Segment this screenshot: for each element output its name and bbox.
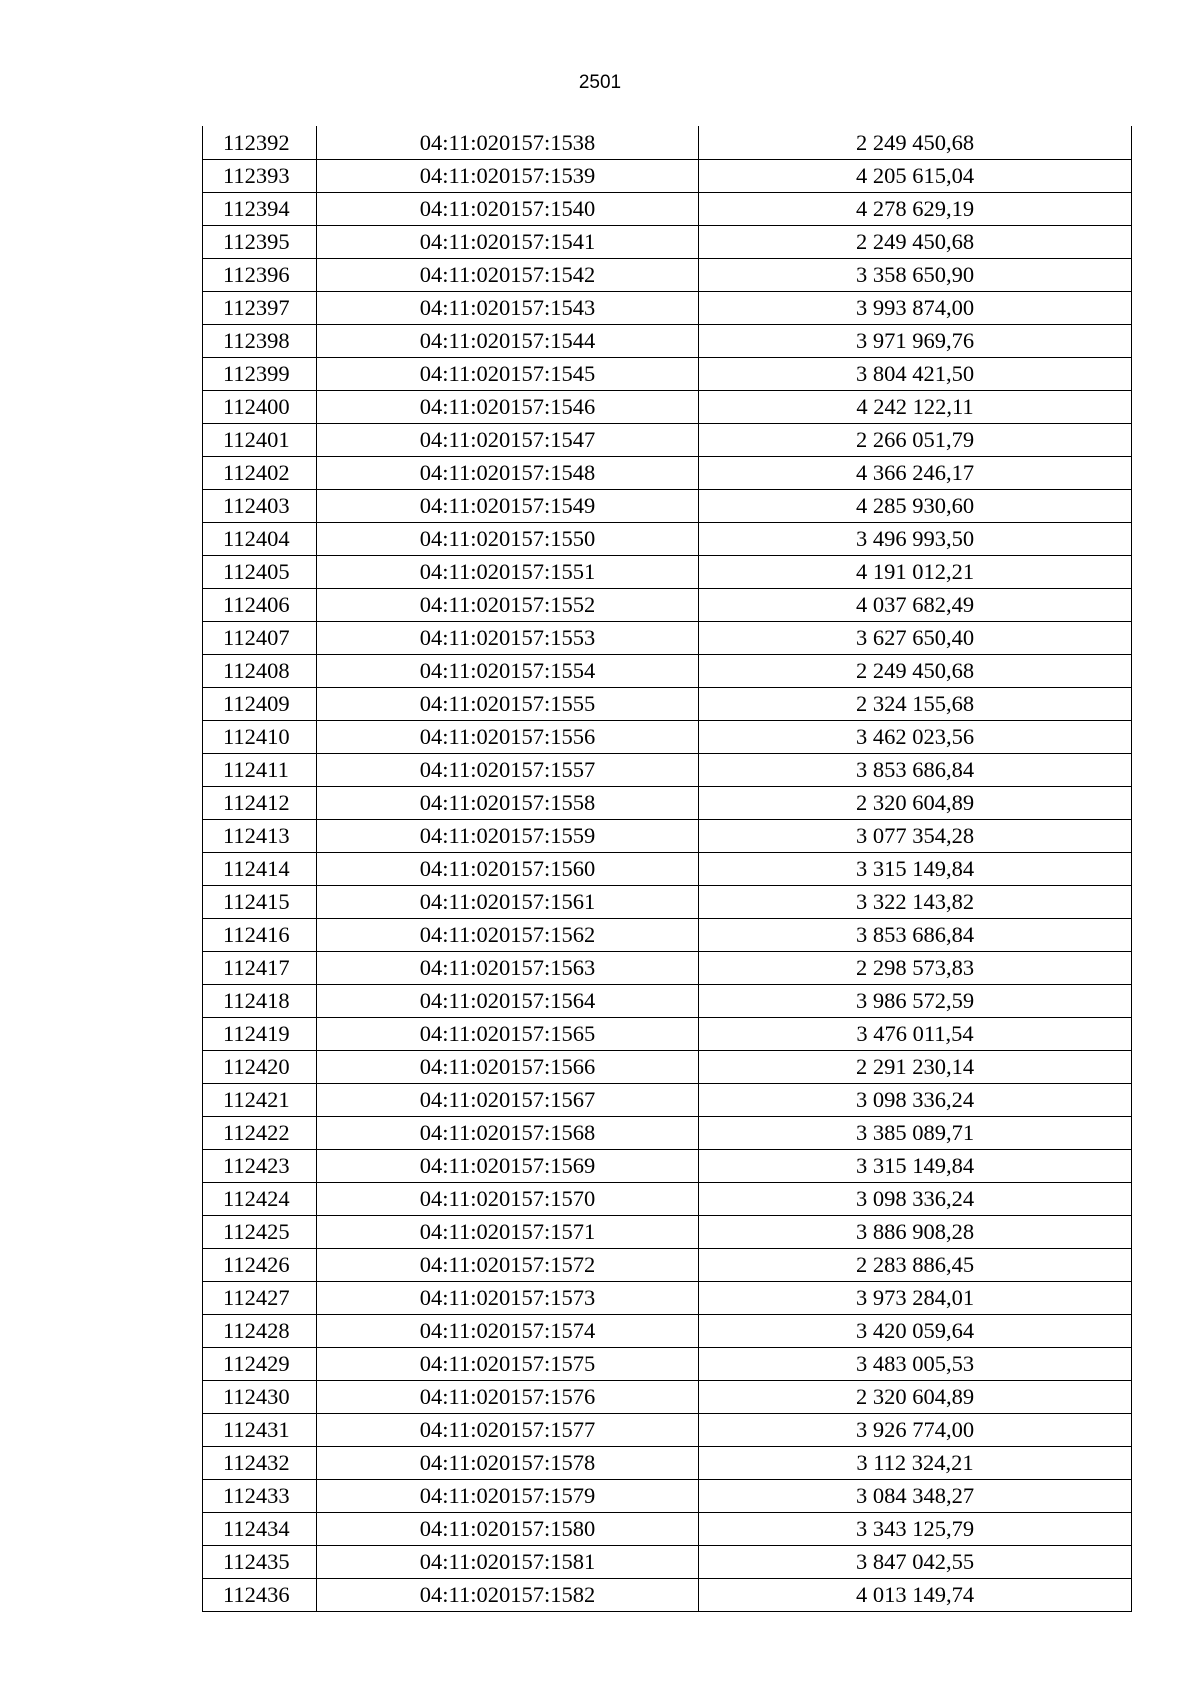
table-row bbox=[203, 886, 1132, 919]
row-number-cell: 112411 bbox=[203, 754, 317, 787]
table-row bbox=[203, 1381, 1132, 1414]
row-number-cell: 112423 bbox=[203, 1150, 317, 1183]
cadastral-number-cell: 04:11:020157:1571 bbox=[317, 1216, 699, 1249]
cadastral-number-cell: 04:11:020157:1562 bbox=[317, 919, 699, 952]
table-row bbox=[203, 721, 1132, 754]
cadastral-value-cell: 2 291 230,14 bbox=[699, 1051, 1132, 1084]
cadastral-value-cell: 4 191 012,21 bbox=[699, 556, 1132, 589]
cadastral-value-cell: 3 853 686,84 bbox=[699, 754, 1132, 787]
table-row bbox=[203, 754, 1132, 787]
row-number-cell: 112425 bbox=[203, 1216, 317, 1249]
row-number-cell: 112426 bbox=[203, 1249, 317, 1282]
table-row bbox=[203, 391, 1132, 424]
row-number-cell: 112420 bbox=[203, 1051, 317, 1084]
row-number-cell: 112394 bbox=[203, 193, 317, 226]
table-row bbox=[203, 193, 1132, 226]
row-number-cell: 112407 bbox=[203, 622, 317, 655]
cadastral-number-cell: 04:11:020157:1546 bbox=[317, 391, 699, 424]
cadastral-value-cell: 3 420 059,64 bbox=[699, 1315, 1132, 1348]
cadastral-value-cell: 3 804 421,50 bbox=[699, 358, 1132, 391]
cadastral-value-cell: 2 283 886,45 bbox=[699, 1249, 1132, 1282]
cadastral-number-cell: 04:11:020157:1569 bbox=[317, 1150, 699, 1183]
table-row bbox=[203, 919, 1132, 952]
row-number-cell: 112412 bbox=[203, 787, 317, 820]
cadastral-value-cell: 3 462 023,56 bbox=[699, 721, 1132, 754]
cadastral-number-cell: 04:11:020157:1568 bbox=[317, 1117, 699, 1150]
cadastral-value-cell: 3 385 089,71 bbox=[699, 1117, 1132, 1150]
cadastral-number-cell: 04:11:020157:1554 bbox=[317, 655, 699, 688]
cadastral-value-cell: 3 077 354,28 bbox=[699, 820, 1132, 853]
cadastral-number-cell: 04:11:020157:1570 bbox=[317, 1183, 699, 1216]
row-number-cell: 112399 bbox=[203, 358, 317, 391]
row-number-cell: 112432 bbox=[203, 1447, 317, 1480]
cadastral-number-cell: 04:11:020157:1561 bbox=[317, 886, 699, 919]
cadastral-number-cell: 04:11:020157:1552 bbox=[317, 589, 699, 622]
row-number-cell: 112402 bbox=[203, 457, 317, 490]
table-row bbox=[203, 1084, 1132, 1117]
cadastral-number-cell: 04:11:020157:1576 bbox=[317, 1381, 699, 1414]
row-number-cell: 112424 bbox=[203, 1183, 317, 1216]
cadastral-number-cell: 04:11:020157:1578 bbox=[317, 1447, 699, 1480]
row-number-cell: 112433 bbox=[203, 1480, 317, 1513]
cadastral-number-cell: 04:11:020157:1558 bbox=[317, 787, 699, 820]
row-number-cell: 112436 bbox=[203, 1579, 317, 1612]
table-row bbox=[203, 1051, 1132, 1084]
table-row bbox=[203, 490, 1132, 523]
cadastral-number-cell: 04:11:020157:1549 bbox=[317, 490, 699, 523]
cadastral-number-cell: 04:11:020157:1539 bbox=[317, 160, 699, 193]
table-row bbox=[203, 523, 1132, 556]
cadastral-value-cell: 3 315 149,84 bbox=[699, 1150, 1132, 1183]
table-row bbox=[203, 1183, 1132, 1216]
cadastral-value-cell: 4 366 246,17 bbox=[699, 457, 1132, 490]
cadastral-value-cell: 4 285 930,60 bbox=[699, 490, 1132, 523]
cadastral-number-cell: 04:11:020157:1557 bbox=[317, 754, 699, 787]
row-number-cell: 112414 bbox=[203, 853, 317, 886]
table-row bbox=[203, 126, 1132, 160]
row-number-cell: 112429 bbox=[203, 1348, 317, 1381]
table-row bbox=[203, 1579, 1132, 1612]
cadastral-value-cell: 3 315 149,84 bbox=[699, 853, 1132, 886]
table-row bbox=[203, 655, 1132, 688]
table-row bbox=[203, 985, 1132, 1018]
table-row bbox=[203, 1216, 1132, 1249]
table-row bbox=[203, 556, 1132, 589]
row-number-cell: 112418 bbox=[203, 985, 317, 1018]
cadastral-value-cell: 2 249 450,68 bbox=[699, 126, 1132, 160]
row-number-cell: 112419 bbox=[203, 1018, 317, 1051]
cadastral-value-cell: 3 483 005,53 bbox=[699, 1348, 1132, 1381]
table-row bbox=[203, 358, 1132, 391]
cadastral-number-cell: 04:11:020157:1581 bbox=[317, 1546, 699, 1579]
row-number-cell: 112404 bbox=[203, 523, 317, 556]
cadastral-value-cell: 2 266 051,79 bbox=[699, 424, 1132, 457]
cadastral-value-cell: 3 993 874,00 bbox=[699, 292, 1132, 325]
cadastral-value-cell: 3 496 993,50 bbox=[699, 523, 1132, 556]
cadastral-value-cell: 3 112 324,21 bbox=[699, 1447, 1132, 1480]
cadastral-number-cell: 04:11:020157:1565 bbox=[317, 1018, 699, 1051]
table-row bbox=[203, 1546, 1132, 1579]
cadastral-number-cell: 04:11:020157:1540 bbox=[317, 193, 699, 226]
cadastral-number-cell: 04:11:020157:1541 bbox=[317, 226, 699, 259]
cadastral-value-cell: 3 986 572,59 bbox=[699, 985, 1132, 1018]
cadastral-number-cell: 04:11:020157:1564 bbox=[317, 985, 699, 1018]
cadastral-value-cell: 4 013 149,74 bbox=[699, 1579, 1132, 1612]
cadastral-number-cell: 04:11:020157:1544 bbox=[317, 325, 699, 358]
cadastral-number-cell: 04:11:020157:1551 bbox=[317, 556, 699, 589]
table-row bbox=[203, 1018, 1132, 1051]
table-row bbox=[203, 952, 1132, 985]
row-number-cell: 112409 bbox=[203, 688, 317, 721]
cadastral-value-cell: 3 853 686,84 bbox=[699, 919, 1132, 952]
cadastral-value-cell: 2 320 604,89 bbox=[699, 787, 1132, 820]
table-row bbox=[203, 1315, 1132, 1348]
cadastral-value-cell: 2 324 155,68 bbox=[699, 688, 1132, 721]
table-row bbox=[203, 457, 1132, 490]
cadastral-value-table bbox=[202, 126, 1132, 1612]
cadastral-value-cell: 3 627 650,40 bbox=[699, 622, 1132, 655]
row-number-cell: 112422 bbox=[203, 1117, 317, 1150]
table-row bbox=[203, 292, 1132, 325]
cadastral-number-cell: 04:11:020157:1543 bbox=[317, 292, 699, 325]
cadastral-value-cell: 3 322 143,82 bbox=[699, 886, 1132, 919]
cadastral-number-cell: 04:11:020157:1567 bbox=[317, 1084, 699, 1117]
cadastral-number-cell: 04:11:020157:1556 bbox=[317, 721, 699, 754]
row-number-cell: 112435 bbox=[203, 1546, 317, 1579]
row-number-cell: 112416 bbox=[203, 919, 317, 952]
row-number-cell: 112396 bbox=[203, 259, 317, 292]
row-number-cell: 112405 bbox=[203, 556, 317, 589]
table-row bbox=[203, 325, 1132, 358]
row-number-cell: 112406 bbox=[203, 589, 317, 622]
table-row bbox=[203, 1282, 1132, 1315]
table-row bbox=[203, 622, 1132, 655]
table-row bbox=[203, 589, 1132, 622]
page-number: 2501 bbox=[578, 72, 622, 93]
cadastral-number-cell: 04:11:020157:1548 bbox=[317, 457, 699, 490]
cadastral-value-cell: 3 098 336,24 bbox=[699, 1183, 1132, 1216]
row-number-cell: 112408 bbox=[203, 655, 317, 688]
row-number-cell: 112403 bbox=[203, 490, 317, 523]
cadastral-number-cell: 04:11:020157:1550 bbox=[317, 523, 699, 556]
table-row bbox=[203, 688, 1132, 721]
table-row bbox=[203, 1348, 1132, 1381]
row-number-cell: 112427 bbox=[203, 1282, 317, 1315]
table-body bbox=[203, 126, 1132, 1612]
cadastral-value-cell: 3 886 908,28 bbox=[699, 1216, 1132, 1249]
row-number-cell: 112401 bbox=[203, 424, 317, 457]
row-number-cell: 112430 bbox=[203, 1381, 317, 1414]
cadastral-number-cell: 04:11:020157:1579 bbox=[317, 1480, 699, 1513]
cadastral-number-cell: 04:11:020157:1538 bbox=[317, 126, 699, 160]
row-number-cell: 112400 bbox=[203, 391, 317, 424]
cadastral-value-cell: 3 926 774,00 bbox=[699, 1414, 1132, 1447]
row-number-cell: 112398 bbox=[203, 325, 317, 358]
row-number-cell: 112410 bbox=[203, 721, 317, 754]
cadastral-value-cell: 4 242 122,11 bbox=[699, 391, 1132, 424]
table-row bbox=[203, 1414, 1132, 1447]
cadastral-value-cell: 3 476 011,54 bbox=[699, 1018, 1132, 1051]
row-number-cell: 112415 bbox=[203, 886, 317, 919]
row-number-cell: 112397 bbox=[203, 292, 317, 325]
cadastral-number-cell: 04:11:020157:1555 bbox=[317, 688, 699, 721]
table-row bbox=[203, 1513, 1132, 1546]
table-row bbox=[203, 259, 1132, 292]
cadastral-value-cell: 3 343 125,79 bbox=[699, 1513, 1132, 1546]
row-number-cell: 112434 bbox=[203, 1513, 317, 1546]
cadastral-value-cell: 4 278 629,19 bbox=[699, 193, 1132, 226]
cadastral-number-cell: 04:11:020157:1553 bbox=[317, 622, 699, 655]
cadastral-number-cell: 04:11:020157:1574 bbox=[317, 1315, 699, 1348]
cadastral-number-cell: 04:11:020157:1582 bbox=[317, 1579, 699, 1612]
row-number-cell: 112413 bbox=[203, 820, 317, 853]
cadastral-number-cell: 04:11:020157:1542 bbox=[317, 259, 699, 292]
cadastral-value-cell: 2 298 573,83 bbox=[699, 952, 1132, 985]
table-row bbox=[203, 424, 1132, 457]
table-row bbox=[203, 853, 1132, 886]
cadastral-value-cell: 4 037 682,49 bbox=[699, 589, 1132, 622]
cadastral-value-cell: 2 249 450,68 bbox=[699, 655, 1132, 688]
row-number-cell: 112421 bbox=[203, 1084, 317, 1117]
cadastral-number-cell: 04:11:020157:1545 bbox=[317, 358, 699, 391]
cadastral-number-cell: 04:11:020157:1580 bbox=[317, 1513, 699, 1546]
cadastral-number-cell: 04:11:020157:1563 bbox=[317, 952, 699, 985]
cadastral-value-cell: 2 249 450,68 bbox=[699, 226, 1132, 259]
row-number-cell: 112417 bbox=[203, 952, 317, 985]
cadastral-value-cell: 3 971 969,76 bbox=[699, 325, 1132, 358]
cadastral-value-cell: 3 084 348,27 bbox=[699, 1480, 1132, 1513]
row-number-cell: 112393 bbox=[203, 160, 317, 193]
cadastral-value-cell: 3 098 336,24 bbox=[699, 1084, 1132, 1117]
table-row bbox=[203, 1480, 1132, 1513]
row-number-cell: 112428 bbox=[203, 1315, 317, 1348]
table-row bbox=[203, 226, 1132, 259]
table-row bbox=[203, 1150, 1132, 1183]
row-number-cell: 112431 bbox=[203, 1414, 317, 1447]
table-row bbox=[203, 1249, 1132, 1282]
table-row bbox=[203, 160, 1132, 193]
cadastral-value-cell: 3 973 284,01 bbox=[699, 1282, 1132, 1315]
cadastral-number-cell: 04:11:020157:1566 bbox=[317, 1051, 699, 1084]
cadastral-number-cell: 04:11:020157:1573 bbox=[317, 1282, 699, 1315]
table-row bbox=[203, 1117, 1132, 1150]
cadastral-number-cell: 04:11:020157:1547 bbox=[317, 424, 699, 457]
row-number-cell: 112395 bbox=[203, 226, 317, 259]
cadastral-value-cell: 3 358 650,90 bbox=[699, 259, 1132, 292]
cadastral-value-cell: 3 847 042,55 bbox=[699, 1546, 1132, 1579]
table-row bbox=[203, 1447, 1132, 1480]
cadastral-value-cell: 2 320 604,89 bbox=[699, 1381, 1132, 1414]
cadastral-number-cell: 04:11:020157:1560 bbox=[317, 853, 699, 886]
cadastral-number-cell: 04:11:020157:1559 bbox=[317, 820, 699, 853]
cadastral-number-cell: 04:11:020157:1575 bbox=[317, 1348, 699, 1381]
table-row bbox=[203, 820, 1132, 853]
cadastral-number-cell: 04:11:020157:1577 bbox=[317, 1414, 699, 1447]
row-number-cell: 112392 bbox=[203, 126, 317, 160]
cadastral-number-cell: 04:11:020157:1572 bbox=[317, 1249, 699, 1282]
cadastral-value-cell: 4 205 615,04 bbox=[699, 160, 1132, 193]
table-row bbox=[203, 787, 1132, 820]
